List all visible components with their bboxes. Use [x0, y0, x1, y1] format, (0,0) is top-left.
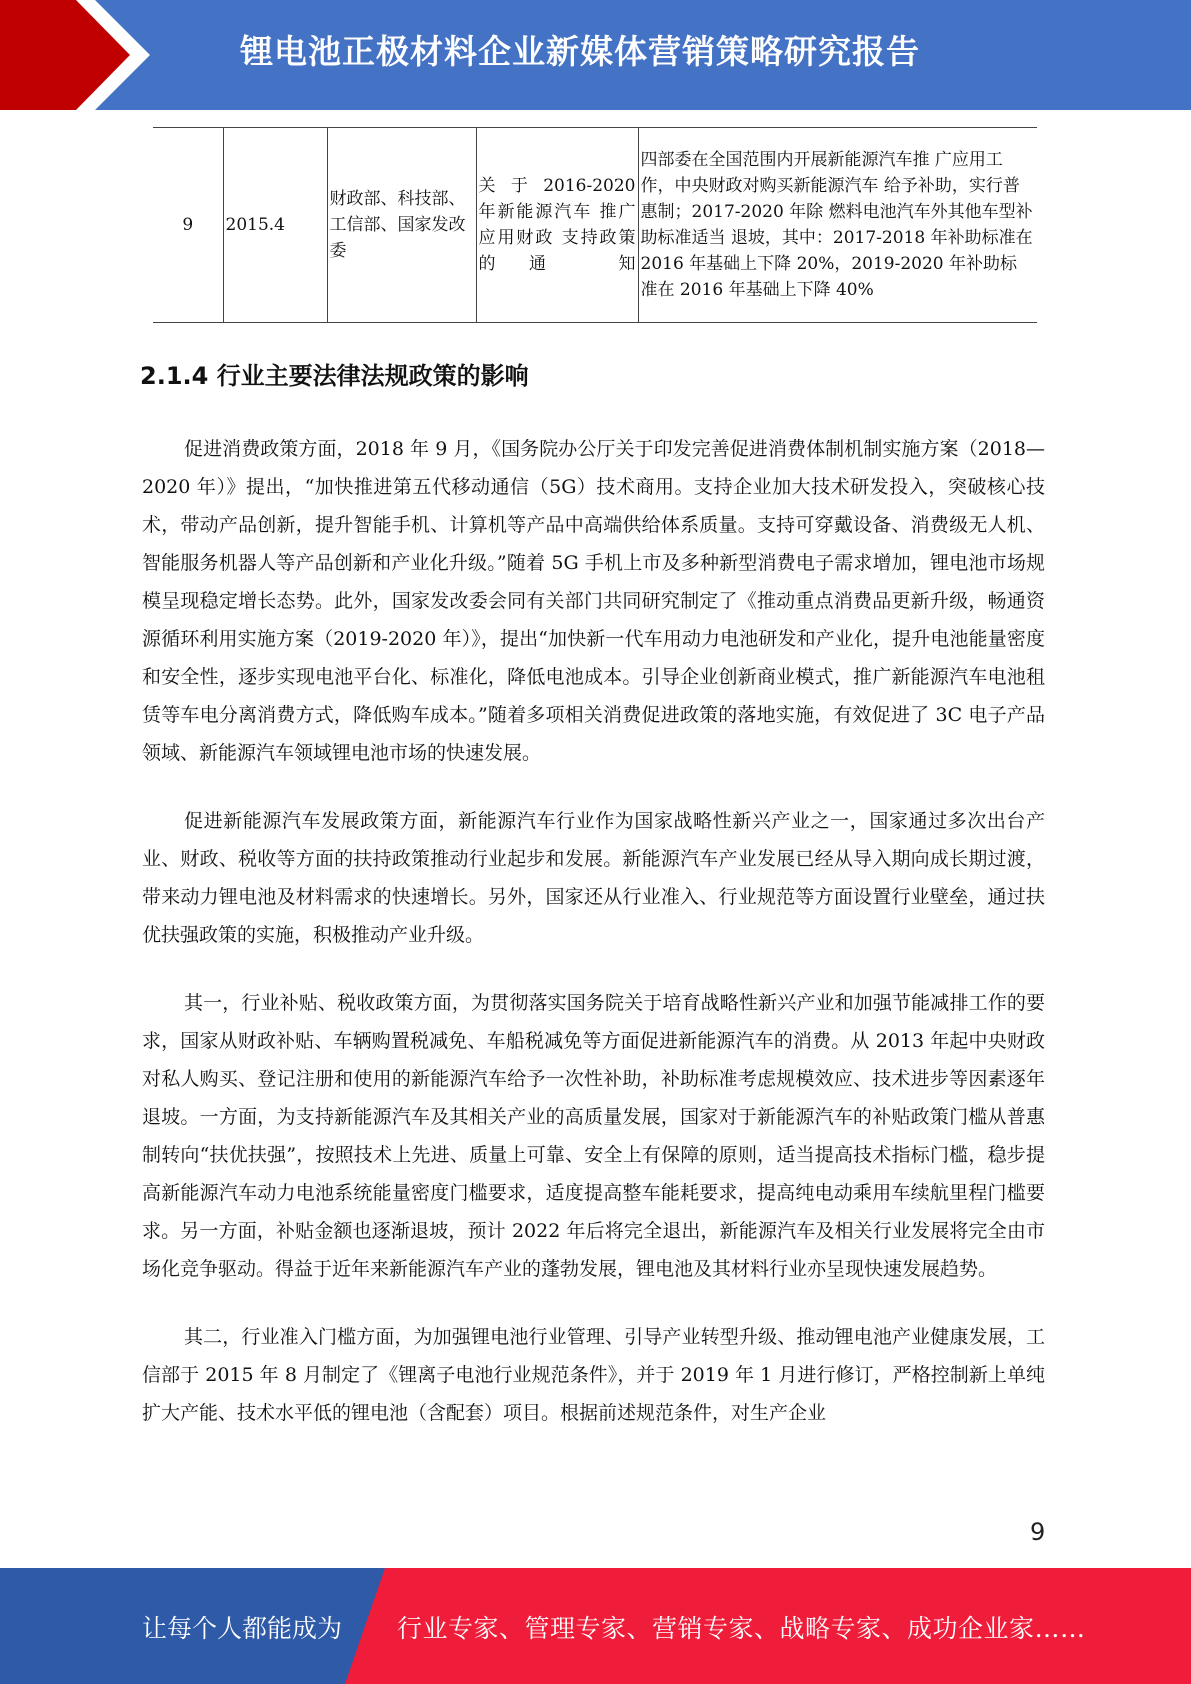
paragraph-nev-policy: 促进新能源汽车发展政策方面，新能源汽车行业作为国家战略性新兴产业之一，国家通过多次出台产业、财政、税收等方面的扶持政策推动行业起步和发展。新能源汽车产业发展已经从导入期向成长期过渡，带来动力锂电池及材料需求的快速增长。另外，国家还从行业准入、行业规范等方面设置行业壁垒，通过扶优扶强政策的实施，积极推动产业升级。 [142, 810, 1045, 946]
report-title: 锂电池正极材料企业新媒体营销策略研究报告 [240, 32, 920, 71]
cell-department: 财政部、科技部、工信部、国家发改委 [327, 128, 476, 323]
body-text [142, 430, 1045, 1462]
footer-slogan-left: 让每个人都能成为 [142, 1614, 343, 1643]
page-footer [0, 1568, 1191, 1684]
page-number: 9 [1030, 1518, 1046, 1546]
table-row [153, 128, 1037, 323]
paragraph-entry-threshold: 其二，行业准入门槛方面，为加强锂电池行业管理、引导产业转型升级、推动锂电池产业健康发展，工信部于 2015 年 8 月制定了《锂离子电池行业规范条件》，并于 2019 年 1 月进行修订，严格控制新上单纯扩大产能、技术水平低的锂电池（含配套）项目。根据前述规范条件，对生产企业 [142, 1326, 1045, 1424]
footer-slogan-right: 行业专家、管理专家、营销专家、战略专家、成功企业家…… [397, 1614, 1086, 1643]
cell-policy-title: 关 于 2016-2020 年新能源汽车 推广应用财政 支持政策的通 知 [476, 128, 638, 323]
header-arrow-decoration [0, 0, 150, 110]
cell-number: 9 [153, 128, 223, 323]
paragraph-consumption-policy: 促进消费政策方面，2018 年 9 月，《国务院办公厅关于印发完善促进消费体制机制实施方案（2018—2020 年）》提出，“加快推进第五代移动通信（5G）技术商用。支持企业加大技术研发投入，突破核心技术，带动产品创新，提升智能手机、计算机等产品中高端供给体系质量。支持可穿戴设备、消费级无人机、智能服务机器人等产品创新和产业化升级。”随着 5G 手机上市及多种新型消费电子需求增加，锂电池市场规模呈现稳定增长态势。此外，国家发改委会同有关部门共同研究制定了《推动重点消费品更新升级，畅通资源循环利用实施方案（2019-2020 年）》，提出“加快新一代车用动力电池研发和产业化，提升电池能量密度和安全性，逐步实现电池平台化、标准化，降低电池成本。引导企业创新商业模式，推广新能源汽车电池租赁等车电分离消费方式，降低购车成本。”随着多项相关消费促进政策的落地实施，有效促进了 3C 电子产品领域、新能源汽车领域锂电池市场的快速发展。 [142, 438, 1045, 764]
page-header [0, 0, 1191, 110]
cell-date: 2015.4 [223, 128, 327, 323]
section-heading: 2.1.4 行业主要法律法规政策的影响 [140, 362, 529, 390]
policy-table [153, 127, 1037, 323]
paragraph-subsidy-tax: 其一，行业补贴、税收政策方面，为贯彻落实国务院关于培育战略性新兴产业和加强节能减排工作的要求，国家从财政补贴、车辆购置税减免、车船税减免等方面促进新能源汽车的消费。从 2013 年起中央财政对私人购买、登记注册和使用的新能源汽车给予一次性补助，补助标准考虑规模效应、技术进步等因素逐年退坡。一方面，为支持新能源汽车及其相关产业的高质量发展，国家对于新能源汽车的补贴政策门槛从普惠制转向“扶优扶强”，按照技术上先进、质量上可靠、安全上有保障的原则，适当提高技术指标门槛，稳步提高新能源汽车动力电池系统能量密度门槛要求，适度提高整车能耗要求，提高纯电动乘用车续航里程门槛要求。另一方面，补贴金额也逐渐退坡，预计 2022 年后将完全退出，新能源汽车及相关行业发展将完全由市场化竞争驱动。得益于近年来新能源汽车产业的蓬勃发展，锂电池及其材料行业亦呈现快速发展趋势。 [142, 992, 1045, 1280]
cell-policy-content: 四部委在全国范围内开展新能源汽车推 广应用工作，中央财政对购买新能源汽车 给予补助，实行普惠制；2017-2020 年除 燃料电池汽车外其他车型补助标准适当 退坡，其中：2017-2018 年补助标准在 2016 年基础上下降 20%，2019-2020 年补助标 准在 2016 年基础上下降 40% [638, 128, 1037, 323]
